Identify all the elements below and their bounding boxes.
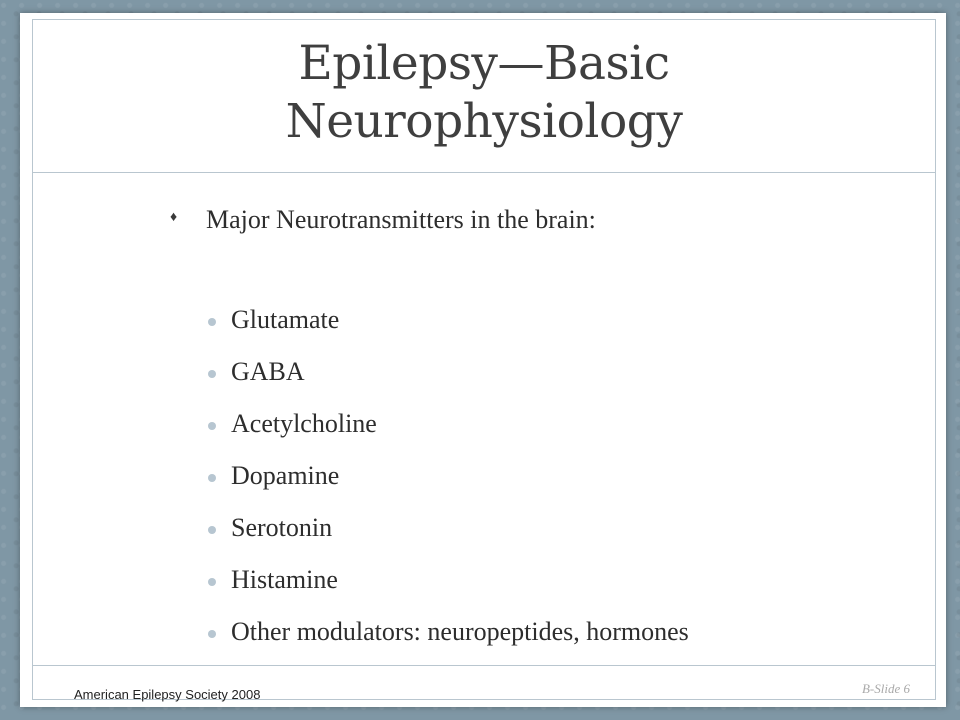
list-item-label: Histamine bbox=[231, 565, 338, 594]
bullet-dot-icon bbox=[208, 526, 216, 534]
title-line-1: Epilepsy—Basic bbox=[298, 36, 670, 91]
list-item-label: GABA bbox=[231, 357, 305, 386]
diamond-bullet-icon: ♦ bbox=[170, 210, 178, 225]
slide bbox=[20, 13, 946, 707]
list-item-label: Serotonin bbox=[231, 513, 333, 542]
list-item-label: Dopamine bbox=[231, 461, 340, 490]
slide-number: B-Slide 6 bbox=[861, 681, 910, 696]
title-line-2: Neurophysiology bbox=[285, 94, 683, 149]
list-item-label: Glutamate bbox=[231, 305, 340, 334]
slide-title bbox=[32, 35, 936, 151]
bullet-dot-icon bbox=[208, 578, 216, 586]
bullet-dot-icon bbox=[208, 474, 216, 482]
list-item-label: Other modulators: neuropeptides, hormones bbox=[231, 617, 689, 646]
list-item-label: Acetylcholine bbox=[231, 409, 377, 438]
footer-divider bbox=[32, 665, 936, 666]
bullet-dot-icon bbox=[208, 630, 216, 638]
bullet-dot-icon bbox=[208, 422, 216, 430]
bullet-dot-icon bbox=[208, 370, 216, 378]
bullet-dot-icon bbox=[208, 318, 216, 326]
title-divider bbox=[32, 172, 936, 173]
main-bullet-text: Major Neurotransmitters in the brain: bbox=[206, 205, 596, 234]
footer-source: American Epilepsy Society 2008 bbox=[74, 687, 261, 702]
